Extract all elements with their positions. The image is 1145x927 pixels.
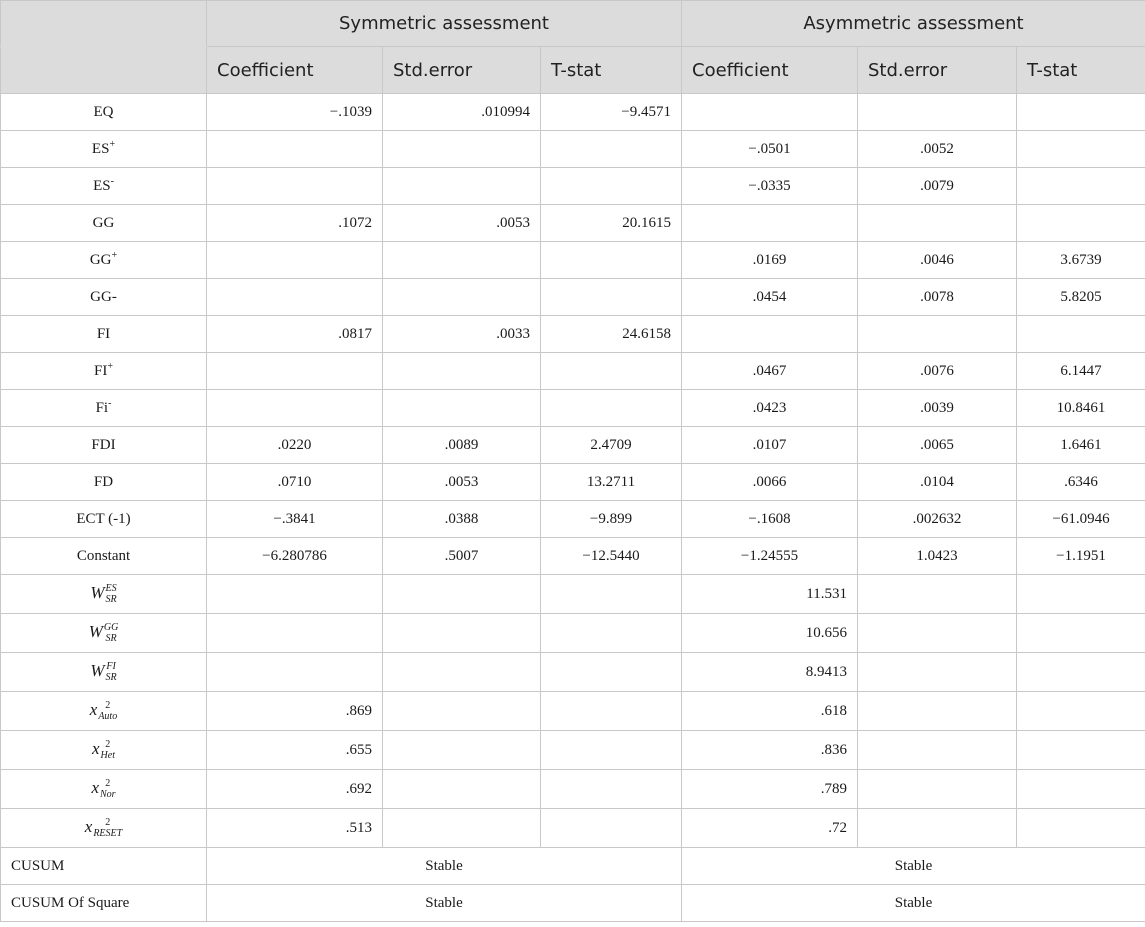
sym-diagnostic-value: .692 (207, 770, 383, 809)
sym-t-stat (541, 390, 682, 427)
column-header: Coefficient (682, 47, 858, 94)
table-row (1, 809, 1145, 848)
sym-std-error (383, 131, 541, 168)
asym-coefficient: .0066 (682, 464, 858, 501)
asym-coefficient (682, 205, 858, 242)
sym-stability: Stable (207, 848, 682, 885)
asym-t-stat: −1.1951 (1017, 538, 1145, 575)
row-label: GG (1, 205, 207, 242)
table-row (1, 614, 1145, 653)
row-label: ES+ (1, 131, 207, 168)
row-label: W FI SR (1, 653, 207, 692)
header-corner (1, 47, 207, 94)
row-label: CUSUM Of Square (1, 885, 207, 922)
asym-t-stat (1017, 205, 1145, 242)
table-row (1, 692, 1145, 731)
asym-coefficient: .0423 (682, 390, 858, 427)
asym-std-error: .0104 (858, 464, 1017, 501)
table-row (1, 316, 1145, 353)
asym-stability: Stable (682, 848, 1145, 885)
row-label: FDI (1, 427, 207, 464)
row-label: x 2 RESET (1, 809, 207, 848)
table-row (1, 242, 1145, 279)
sym-t-stat (541, 242, 682, 279)
asym-std-error: .0065 (858, 427, 1017, 464)
sym-t-stat: 2.4709 (541, 427, 682, 464)
table-row (1, 885, 1145, 922)
asym-t-stat: .6346 (1017, 464, 1145, 501)
sym-coefficient (207, 279, 383, 316)
asym-diagnostic-value: .72 (682, 809, 858, 848)
column-header: T-stat (1017, 47, 1145, 94)
asym-diagnostic-value: .618 (682, 692, 858, 731)
sym-t-stat: −9.899 (541, 501, 682, 538)
row-label: FI (1, 316, 207, 353)
sym-coefficient (207, 390, 383, 427)
sym-std-error (383, 168, 541, 205)
sym-std-error (383, 390, 541, 427)
sym-diagnostic-value: .869 (207, 692, 383, 731)
column-header: T-stat (541, 47, 682, 94)
asym-coefficient: −.0335 (682, 168, 858, 205)
row-label: x 2 Auto (1, 692, 207, 731)
sym-t-stat: 13.2711 (541, 464, 682, 501)
row-label: x 2 Nor (1, 770, 207, 809)
wald-value: 8.9413 (682, 653, 858, 692)
table-row (1, 731, 1145, 770)
asym-coefficient: .0107 (682, 427, 858, 464)
sym-coefficient (207, 131, 383, 168)
table-row (1, 131, 1145, 168)
asym-std-error: .0078 (858, 279, 1017, 316)
sym-coefficient: .0817 (207, 316, 383, 353)
asym-coefficient (682, 94, 858, 131)
sym-std-error: .5007 (383, 538, 541, 575)
asym-t-stat: 1.6461 (1017, 427, 1145, 464)
sym-stability: Stable (207, 885, 682, 922)
asym-std-error: .0046 (858, 242, 1017, 279)
table-row (1, 427, 1145, 464)
row-label: W GG SR (1, 614, 207, 653)
asym-std-error: 1.0423 (858, 538, 1017, 575)
asym-std-error (858, 205, 1017, 242)
asym-diagnostic-value: .836 (682, 731, 858, 770)
table-row (1, 653, 1145, 692)
asym-std-error: .0052 (858, 131, 1017, 168)
table-row (1, 168, 1145, 205)
asym-t-stat: 3.6739 (1017, 242, 1145, 279)
row-label: FD (1, 464, 207, 501)
row-label: Constant (1, 538, 207, 575)
sym-std-error: .0089 (383, 427, 541, 464)
row-label: ECT (-1) (1, 501, 207, 538)
asym-std-error (858, 94, 1017, 131)
row-label: EQ (1, 94, 207, 131)
asym-t-stat (1017, 131, 1145, 168)
row-label: FI+ (1, 353, 207, 390)
asym-coefficient: −1.24555 (682, 538, 858, 575)
sym-coefficient: −.1039 (207, 94, 383, 131)
sym-std-error (383, 279, 541, 316)
asym-t-stat: 6.1447 (1017, 353, 1145, 390)
asym-coefficient: −.1608 (682, 501, 858, 538)
sym-t-stat (541, 131, 682, 168)
asym-std-error: .0039 (858, 390, 1017, 427)
asym-coefficient: .0169 (682, 242, 858, 279)
sym-coefficient (207, 242, 383, 279)
sym-std-error (383, 353, 541, 390)
table-row (1, 464, 1145, 501)
asymmetric-header: Asymmetric assessment (682, 1, 1145, 47)
sym-coefficient (207, 353, 383, 390)
row-label: GG+ (1, 242, 207, 279)
sym-coefficient: −.3841 (207, 501, 383, 538)
table-row (1, 94, 1145, 131)
column-header: Std.error (858, 47, 1017, 94)
asym-std-error: .002632 (858, 501, 1017, 538)
sym-diagnostic-value: .513 (207, 809, 383, 848)
table-row (1, 770, 1145, 809)
sym-coefficient: .1072 (207, 205, 383, 242)
symmetric-header: Symmetric assessment (207, 1, 682, 47)
asym-t-stat: −61.0946 (1017, 501, 1145, 538)
asym-coefficient (682, 316, 858, 353)
table-row (1, 353, 1145, 390)
column-header: Std.error (383, 47, 541, 94)
asym-t-stat (1017, 316, 1145, 353)
sym-std-error (383, 242, 541, 279)
sym-coefficient: −6.280786 (207, 538, 383, 575)
asym-std-error: .0079 (858, 168, 1017, 205)
table-row (1, 279, 1145, 316)
sym-t-stat: 24.6158 (541, 316, 682, 353)
sym-std-error: .0033 (383, 316, 541, 353)
sym-std-error: .0053 (383, 205, 541, 242)
row-label: x 2 Het (1, 731, 207, 770)
table-body (1, 94, 1145, 922)
sym-std-error: .0053 (383, 464, 541, 501)
sym-std-error: .0388 (383, 501, 541, 538)
sym-t-stat (541, 279, 682, 316)
asym-coefficient: −.0501 (682, 131, 858, 168)
table-row (1, 538, 1145, 575)
sym-t-stat (541, 353, 682, 390)
sym-t-stat: −9.4571 (541, 94, 682, 131)
asym-t-stat: 5.8205 (1017, 279, 1145, 316)
sym-t-stat (541, 168, 682, 205)
wald-value: 11.531 (682, 575, 858, 614)
asym-diagnostic-value: .789 (682, 770, 858, 809)
sym-t-stat: 20.1615 (541, 205, 682, 242)
asym-coefficient: .0467 (682, 353, 858, 390)
sym-std-error: .010994 (383, 94, 541, 131)
table-row (1, 575, 1145, 614)
asym-t-stat: 10.8461 (1017, 390, 1145, 427)
sym-coefficient: .0710 (207, 464, 383, 501)
table-row (1, 848, 1145, 885)
asym-std-error: .0076 (858, 353, 1017, 390)
row-label: Fi- (1, 390, 207, 427)
row-label: GG- (1, 279, 207, 316)
asym-coefficient: .0454 (682, 279, 858, 316)
sym-t-stat: −12.5440 (541, 538, 682, 575)
sym-coefficient (207, 168, 383, 205)
row-label: ES- (1, 168, 207, 205)
asym-t-stat (1017, 94, 1145, 131)
row-label: CUSUM (1, 848, 207, 885)
sym-coefficient: .0220 (207, 427, 383, 464)
table-row (1, 205, 1145, 242)
column-header: Coefficient (207, 47, 383, 94)
header-corner (1, 1, 207, 47)
table-header (1, 1, 1145, 94)
sym-diagnostic-value: .655 (207, 731, 383, 770)
asym-stability: Stable (682, 885, 1145, 922)
table-row (1, 390, 1145, 427)
wald-value: 10.656 (682, 614, 858, 653)
table-row (1, 501, 1145, 538)
row-label: W ES SR (1, 575, 207, 614)
asym-std-error (858, 316, 1017, 353)
asym-t-stat (1017, 168, 1145, 205)
